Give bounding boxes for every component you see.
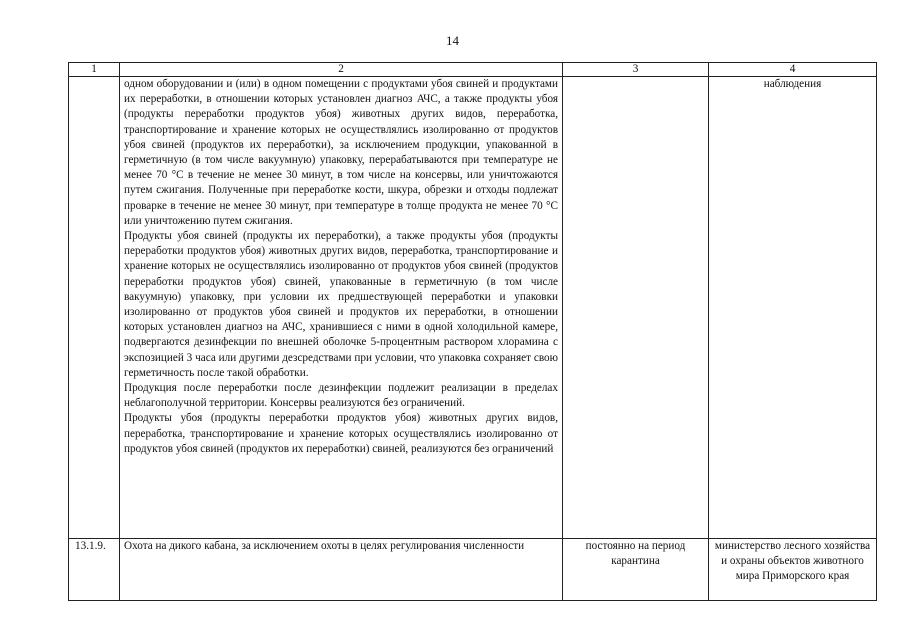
page-number: 14 (446, 33, 459, 48)
responsible-cell: наблюдения (709, 77, 877, 539)
measure-paragraph: Продукты убоя (продукты переработки продуктов убоя) животных других видов, переработка, транспортирование и хранение которых осуществлялись изолированно от продуктов убоя свиней (продуктов их переработки) свиней, реализуются без ограничений (124, 412, 558, 455)
measure-paragraph: одном оборудовании и (или) в одном помещении с продуктами убоя свиней и продуктами их переработки, в отношении которых установлен диагноз АЧС, а также продукты убоя (продукты переработки продуктов убоя) животных других видов, переработка, транспортирование и хранение которых не осуществлялись изолированно от продуктов убоя свиней (продуктов их переработки), за исключением продукции, упакованной в герметичную (в том числе вакуумную) упаковку, перерабатываются при температуре не менее 70 °С в течение не менее 30 минут, в том числе на консервы, или уничтожаются путем сжигания. Полученные при переработке кости, шкура, обрезки и отходы подлежат проварке в течение не менее 30 минут, при температуре в толще продукта не менее 70 °С или уничтожению путем сжигания. (124, 78, 558, 227)
period-cell: постоянно на период карантина (563, 539, 709, 601)
table-row (69, 77, 877, 539)
table-header-row (69, 63, 877, 77)
measure-paragraph: Охота на дикого кабана, за исключением охоты в целях регулирования численности (124, 540, 525, 552)
period-cell (563, 77, 709, 539)
responsible-cell: министерство лесного хозяйства и охраны объектов животного мира Приморского края (709, 539, 877, 601)
measure-text (120, 539, 563, 601)
column-header-4: 4 (709, 63, 877, 77)
measure-paragraph: Продукция после переработки после дезинфекции подлежит реализации в пределах неблагополучной территории. Консервы реализуются без ограничений. (124, 382, 558, 410)
measure-text (120, 77, 563, 539)
column-header-1: 1 (69, 63, 120, 77)
regulation-table (68, 62, 877, 601)
table-row (69, 539, 877, 601)
column-header-2: 2 (120, 63, 563, 77)
row-code: 13.1.9. (69, 539, 120, 601)
row-code (69, 77, 120, 539)
column-header-3: 3 (563, 63, 709, 77)
measure-paragraph: Продукты убоя свиней (продукты их переработки), а также продукты убоя (продукты переработки продуктов убоя) животных других видов, переработка, транспортирование и хранение которых не осуществлялись изолированно от продуктов убоя свиней (продуктов переработки продуктов убоя) свиней, упакованные в герметичную (в том числе вакуумную) упаковку, при условии их предшествующей переработки и упаковки изолированно от продуктов убоя свиней и продуктов их переработки, в отношении которых установлен диагноз на АЧС, хранившиеся с ними в одной холодильной камере, подвергаются дезинфекции по внешней оболочке 5-процентным раствором хлорамина с экспозицией 3 часа или другими дезсредствами при условии, что упаковка сохраняет свою герметичность после такой обработки. (124, 230, 558, 379)
